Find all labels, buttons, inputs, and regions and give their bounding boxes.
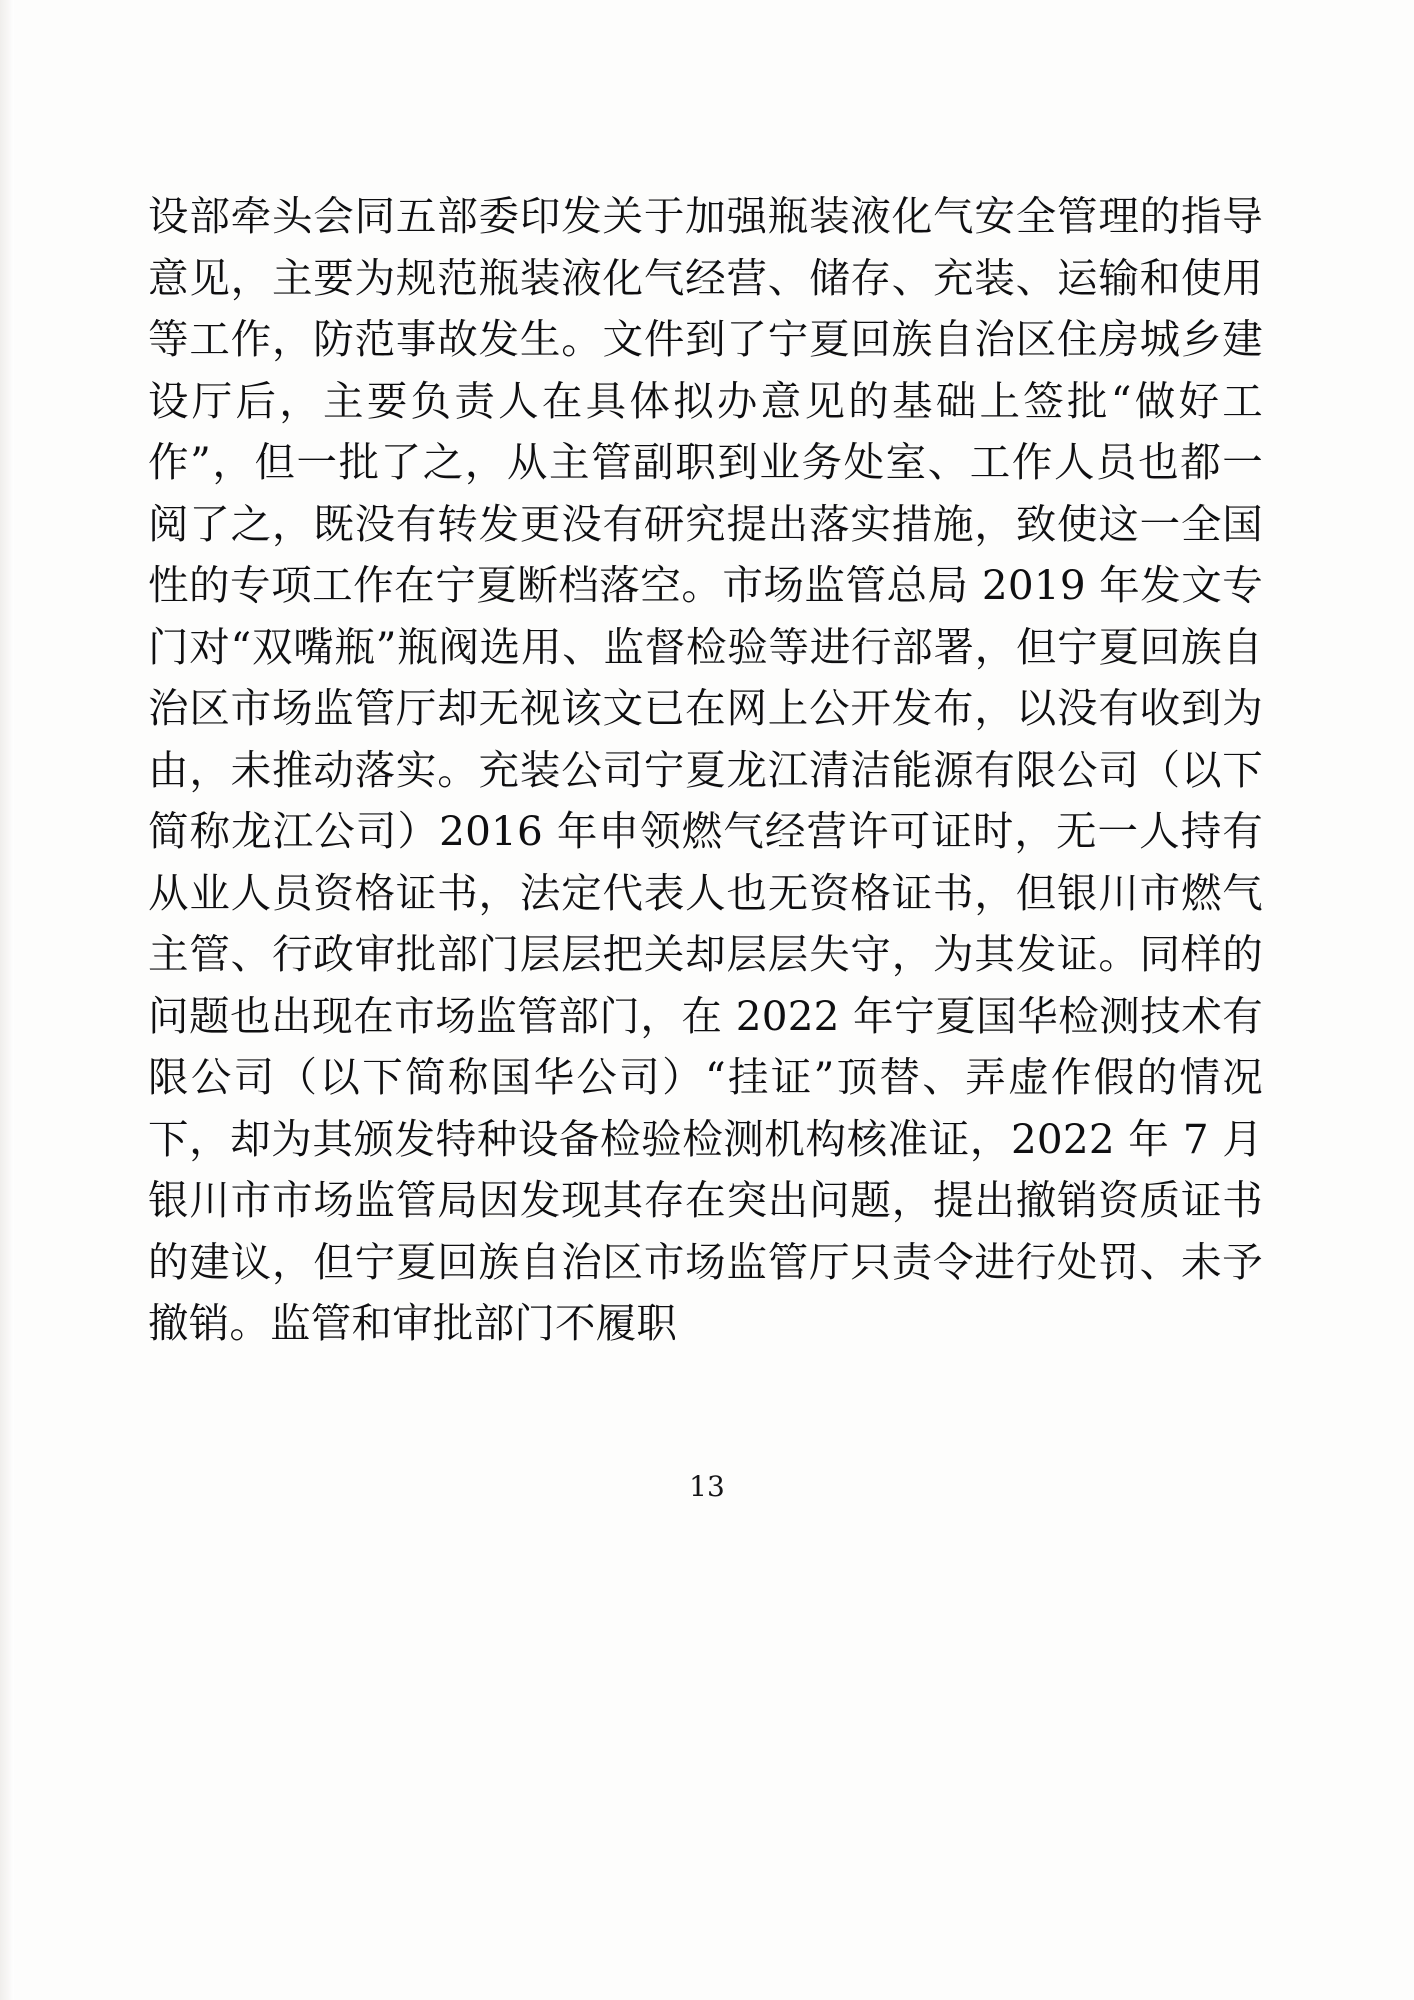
page-number: 13 bbox=[689, 1470, 725, 1503]
body-paragraph: 设部牵头会同五部委印发关于加强瓶装液化气安全管理的指导意见，主要为规范瓶装液化气经营、储存、充装、运输和使用等工作，防范事故发生。文件到了宁夏回族自治区住房城乡建设厅后，主要负责人在具体拟办意见的基础上签批“做好工作”，但一批了之，从主管副职到业务处室、工作人员也都一阅了之，既没有转发更没有研究提出落实措施，致使这一全国性的专项工作在宁夏断档落空。市场监管总局 2019 年发文专门对“双嘴瓶”瓶阀选用、监督检验等进行部署，但宁夏回族自治区市场监管厅却无视该文已在网上公开发布，以没有收到为由，未推动落实。充装公司宁夏龙江清洁能源有限公司（以下简称龙江公司）2016 年申领燃气经营许可证时，无一人持有从业人员资格证书，法定代表人也无资格证书，但银川市燃气主管、行政审批部门层层把关却层层失守，为其发证。同样的问题也出现在市场监管部门，在 2022 年宁夏国华检测技术有限公司（以下简称国华公司）“挂证”顶替、弄虚作假的情况下，却为其颁发特种设备检验检测机构核准证，2022 年 7 月银川市市场监管局因发现其存在突出问题，提出撤销资质证书的建议，但宁夏回族自治区市场监管厅只责令进行处罚、未予撤销。监管和审批部门不履职 bbox=[148, 192, 1263, 1347]
page-edge-shadow bbox=[0, 0, 14, 2000]
